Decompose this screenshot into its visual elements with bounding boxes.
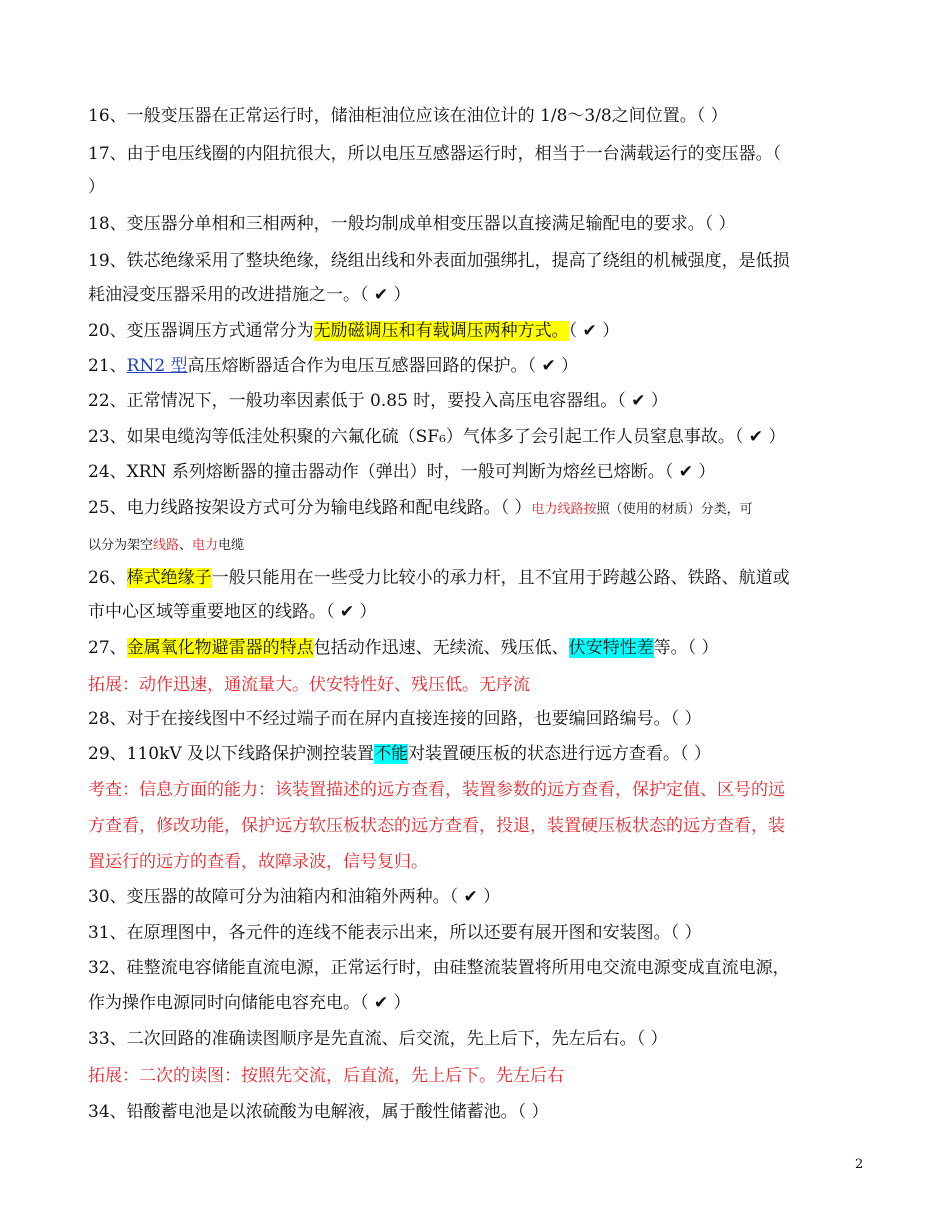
question-26-prefix: 26、 bbox=[88, 568, 127, 588]
question-17-cont bbox=[88, 176, 105, 198]
question-17 bbox=[88, 143, 781, 165]
question-27-highlight-1: 金属氧化物避雷器的特点 bbox=[126, 638, 314, 658]
question-16 bbox=[88, 105, 728, 127]
question-19 bbox=[88, 250, 790, 272]
extension-33-text: 拓展：二次的读图：按照先交流，后直流，先上后下。先左后右 bbox=[88, 1066, 564, 1086]
extension-33 bbox=[88, 1065, 564, 1087]
question-27-highlight-2: 伏安特性差 bbox=[568, 638, 654, 658]
question-25-text: 25、电力线路按架设方式可分为输电线路和配电线路。（ ） bbox=[88, 498, 532, 518]
question-29 bbox=[88, 743, 711, 765]
question-32-text-cont: 作为操作电源同时向储能电容充电。（ ✔ ） bbox=[88, 993, 411, 1013]
question-32 bbox=[88, 957, 790, 979]
question-16-text: 16、一般变压器在正常运行时，储油柜油位应该在油位计的 1/8～3/8之间位置。（ ） bbox=[88, 106, 728, 126]
question-26-highlight: 棒式绝缘子 bbox=[126, 568, 212, 588]
question-27-text: 包括动作迅速、无续流、残压低、 bbox=[313, 638, 569, 658]
question-22-text: 22、正常情况下，一般功率因素低于 0.85 时，要投入高压电容器组。（ ✔ ） bbox=[88, 391, 668, 411]
question-26-cont bbox=[88, 601, 377, 623]
question-20-highlight: 无励磁调压和有载调压两种方式。 bbox=[313, 321, 569, 341]
question-26-text-cont: 市中心区域等重要地区的线路。（ ✔ ） bbox=[88, 602, 377, 622]
question-25-cont-c: 电缆 bbox=[218, 538, 245, 553]
extension-27-text: 拓展：动作迅速，通流量大。伏安特性好、残压低。无序流 bbox=[88, 675, 530, 695]
question-29-highlight: 不能 bbox=[374, 744, 409, 764]
question-24 bbox=[88, 461, 715, 483]
exam-note-2-text: 方查看，修改功能，保护远方软压板状态的远方查看，投退，装置硬压板状态的远方查看，装 bbox=[88, 816, 785, 836]
question-21 bbox=[88, 355, 578, 377]
question-28-text: 28、对于在接线图中不经过端子而在屏内直接连接的回路，也要编回路编号。（ ） bbox=[88, 709, 702, 729]
question-17-text-cont: ） bbox=[88, 177, 105, 197]
question-32-text: 32、硅整流电容储能直流电源，正常运行时，由硅整流装置将所用电交流电源变成直流电源， bbox=[88, 958, 790, 978]
question-17-text: 17、由于电压线圈的内阻抗很大，所以电压互感器运行时，相当于一台满载运行的变压器。（ bbox=[88, 144, 782, 164]
question-34 bbox=[88, 1101, 549, 1123]
question-22 bbox=[88, 390, 668, 412]
question-20 bbox=[88, 320, 619, 342]
question-18-text: 18、变压器分单相和三相两种，一般均制成单相变压器以直接满足输配电的要求。（ ） bbox=[88, 214, 736, 234]
exam-note-1-text: 考查：信息方面的能力：该装置描述的远方查看，装置参数的远方查看，保护定值、区号的远 bbox=[88, 780, 785, 800]
question-20-answer: （ ✔ ） bbox=[568, 321, 620, 341]
question-31-text: 31、在原理图中，各元件的连线不能表示出来，所以还要有展开图和安装图。（ ） bbox=[88, 923, 702, 943]
exam-note-2 bbox=[88, 815, 785, 837]
question-30-text: 30、变压器的故障可分为油箱内和油箱外两种。（ ✔ ） bbox=[88, 887, 501, 907]
page-number: 2 bbox=[855, 1157, 864, 1172]
question-28 bbox=[88, 708, 702, 730]
question-31 bbox=[88, 922, 702, 944]
question-30 bbox=[88, 886, 500, 908]
question-33-text: 33、二次回路的准确读图顺序是先直流、后交流，先上后下，先左后右。（ ） bbox=[88, 1029, 668, 1049]
question-27-prefix: 27、 bbox=[88, 638, 127, 658]
exam-note-3 bbox=[88, 851, 428, 873]
question-29-prefix: 29、110kV 及以下线路保护测控装置 bbox=[88, 744, 375, 764]
exam-note-3-text: 置运行的远方的查看，故障录波，信号复归。 bbox=[88, 852, 428, 872]
question-25-note: 照（使用的材质）分类，可 bbox=[596, 502, 753, 517]
question-20-prefix: 20、变压器调压方式通常分为 bbox=[88, 321, 314, 341]
question-25-cont bbox=[88, 535, 244, 557]
question-25-cont-a: 以分为架空 bbox=[88, 538, 154, 553]
question-26 bbox=[88, 567, 790, 589]
question-21-prefix: 21、 bbox=[88, 356, 127, 376]
extension-27 bbox=[88, 674, 530, 696]
question-23-text: 23、如果电缆沟等低洼处积聚的六氟化硫（SF₆）气体多了会引起工作人员窒息事故。（ ✔ ） bbox=[88, 427, 786, 447]
question-21-text: 高压熔断器适合作为电压互感器回路的保护。（ ✔ ） bbox=[187, 356, 579, 376]
question-25-cont-b: 、 bbox=[179, 538, 193, 553]
question-26-text: 一般只能用在一些受力比较小的承力杆，且不宜用于跨越公路、铁路、航道或 bbox=[211, 568, 790, 588]
question-27-answer: 等。（ ） bbox=[653, 638, 719, 658]
question-19-cont bbox=[88, 284, 411, 306]
question-25-cont-red1: 线路 bbox=[153, 538, 180, 553]
question-29-text: 对装置硬压板的状态进行远方查看。（ ） bbox=[408, 744, 711, 764]
question-25 bbox=[88, 497, 753, 521]
exam-note-1 bbox=[88, 779, 785, 801]
question-25-cont-red2: 电力 bbox=[192, 538, 219, 553]
question-33 bbox=[88, 1028, 668, 1050]
question-32-cont bbox=[88, 992, 411, 1014]
rn2-link[interactable]: RN2 型 bbox=[126, 356, 188, 376]
question-18 bbox=[88, 213, 736, 235]
question-23 bbox=[88, 426, 785, 448]
question-19-text-cont: 耗油浸变压器采用的改进措施之一。（ ✔ ） bbox=[88, 285, 411, 305]
question-24-text: 24、XRN 系列熔断器的撞击器动作（弹出）时，一般可判断为熔丝已熔断。（ ✔ ） bbox=[88, 462, 716, 482]
question-27 bbox=[88, 637, 719, 659]
question-25-note-red: 电力线路按 bbox=[531, 502, 597, 517]
question-19-text: 19、铁芯绝缘采用了整块绝缘，绕组出线和外表面加强绑扎，提高了绕组的机械强度，是低损 bbox=[88, 251, 790, 271]
question-34-text: 34、铅酸蓄电池是以浓硫酸为电解液，属于酸性储蓄池。（ ） bbox=[88, 1102, 549, 1122]
